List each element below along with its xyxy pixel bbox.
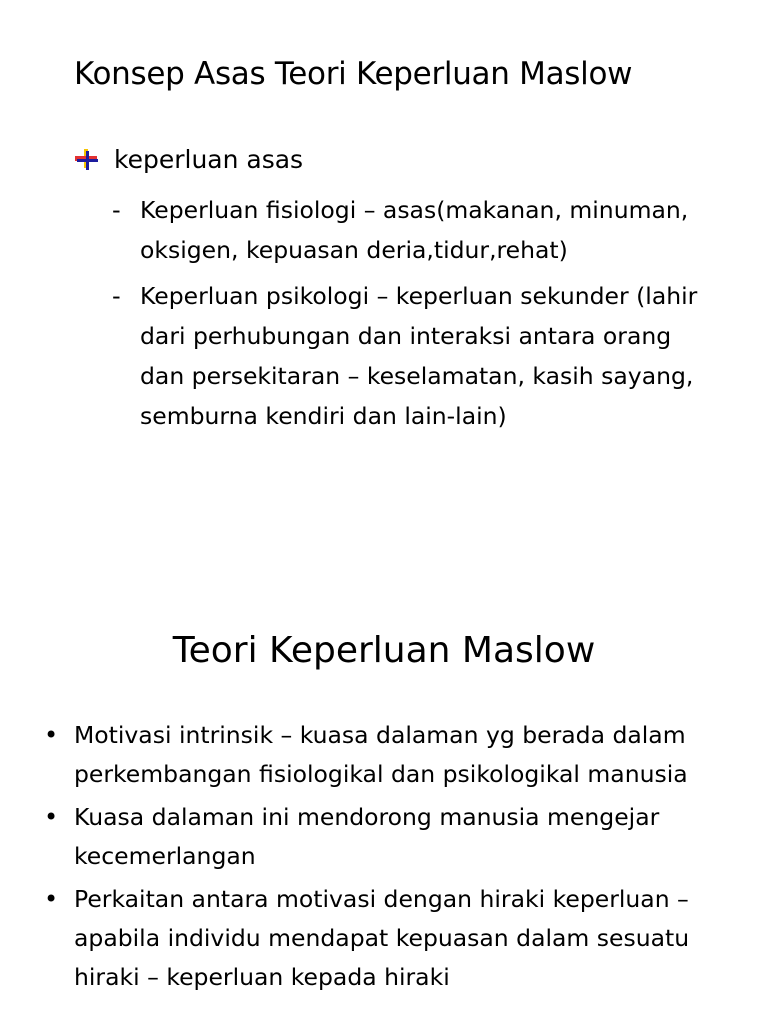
bullet-text: Kuasa dalaman ini mendorong manusia mengejar kecemerlangan	[74, 803, 660, 870]
bullet-item	[44, 798, 744, 876]
slide-title: Teori Keperluan Maslow	[172, 630, 596, 671]
bullet-text: Motivasi intrinsik – kuasa dalaman yg berada dalam perkembangan fisiologikal dan psikologikal manusia	[74, 721, 688, 788]
sub-item-text: Keperluan psikologi – keperluan sekunder (lahir dari perhubungan dan interaksi antara orang dan persekitaran – keselamatan, kasih sayang, semburna kendiri dan lain-lain)	[140, 282, 698, 430]
bullet-text: Perkaitan antara motivasi dengan hiraki keperluan – apabila individu mendapat kepuasan dalam sesuatu hiraki – keperluan kepada hiraki	[74, 885, 690, 991]
list-item-keperluan-asas	[74, 142, 303, 178]
bullet-dot: •	[44, 721, 59, 749]
slide-title: Konsep Asas Teori Keperluan Maslow	[74, 56, 633, 92]
dash-bullet: -	[112, 282, 121, 310]
bullet-item	[44, 716, 744, 794]
plus-bullet-icon	[74, 147, 100, 173]
bullet-item	[44, 880, 744, 997]
sub-item-fisiologi	[112, 190, 732, 270]
bullet-dot: •	[44, 885, 59, 913]
bullet-list	[44, 716, 744, 1001]
sub-item-psikologi	[112, 276, 732, 436]
slide-teori-keperluan	[0, 576, 768, 1024]
dash-bullet: -	[112, 196, 121, 224]
sub-item-text: Keperluan fisiologi – asas(makanan, minuman, oksigen, kepuasan deria,tidur,rehat)	[140, 196, 689, 264]
list-item-label: keperluan asas	[114, 145, 304, 174]
bullet-dot: •	[44, 803, 59, 831]
sub-list	[112, 190, 732, 442]
